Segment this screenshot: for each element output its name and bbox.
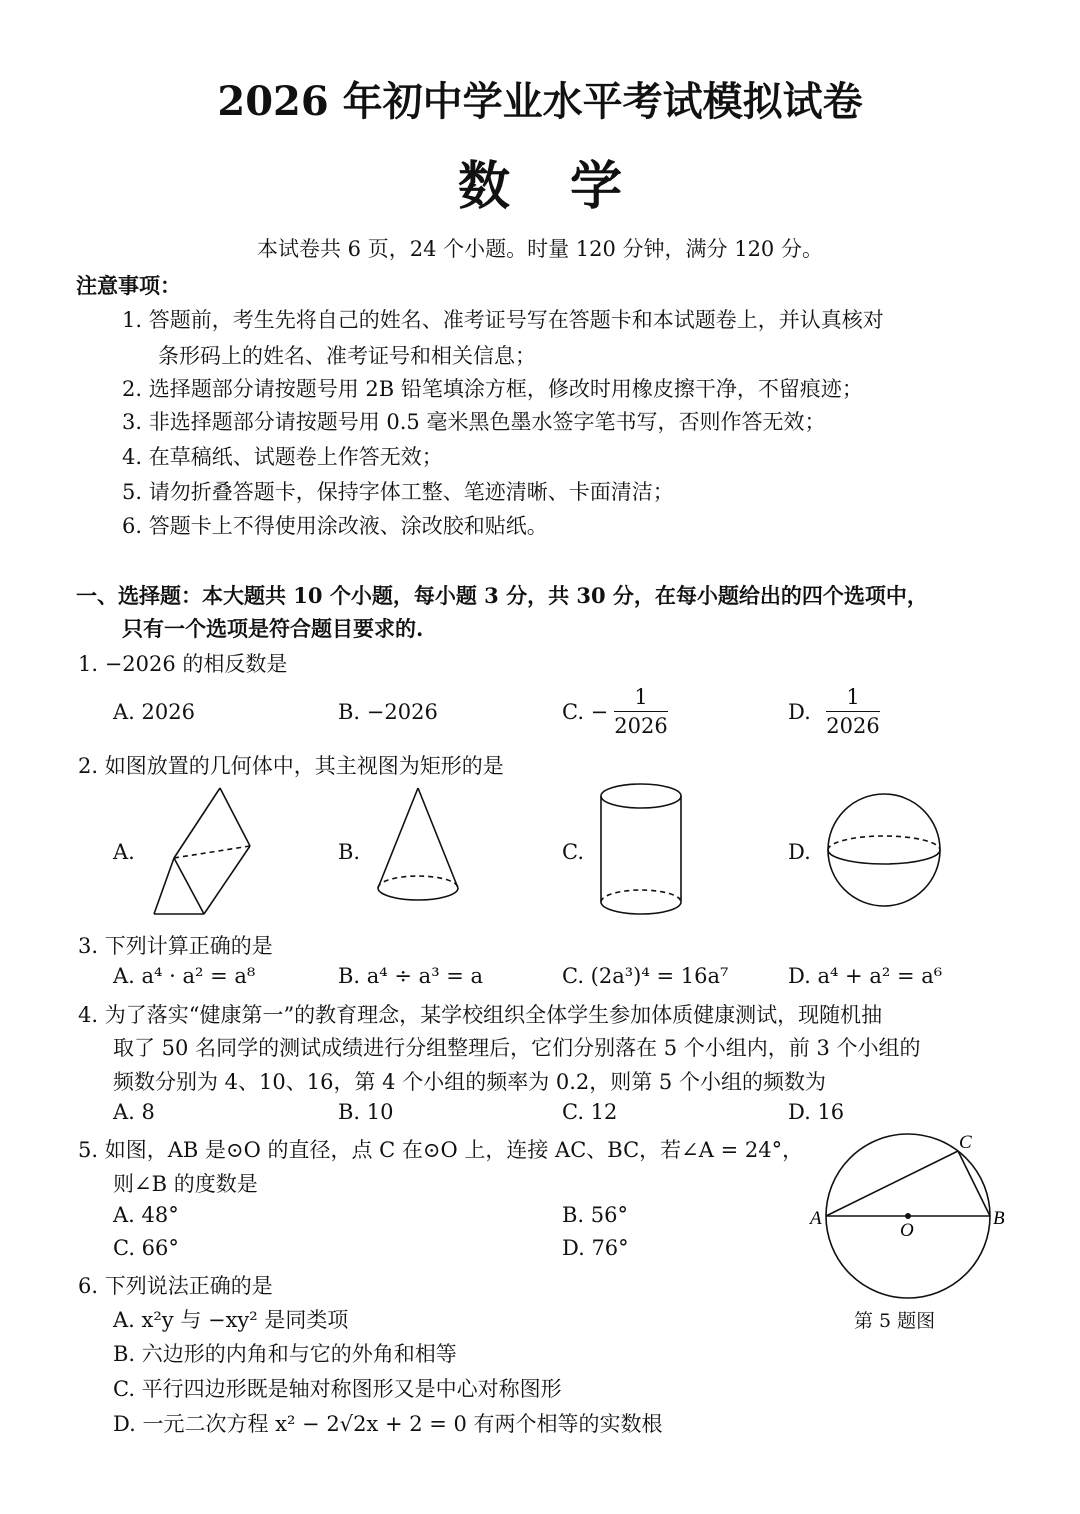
q5-label-b: B: [993, 1208, 1005, 1229]
q5-stem-line2: 则∠B 的度数是: [113, 1172, 258, 1196]
q2-option-c: C.: [562, 840, 584, 864]
q1-option-a: A. 2026: [113, 700, 195, 724]
cylinder-figure: [596, 780, 686, 922]
q4-option-a: A. 8: [113, 1100, 155, 1124]
q2-option-a: A.: [113, 840, 135, 864]
sphere-figure: [822, 792, 946, 908]
q6-option-b: B. 六边形的内角和与它的外角和相等: [113, 1342, 457, 1366]
q1-option-b: B. −2026: [338, 700, 438, 724]
q4-stem-line2: 取了 50 名同学的测试成绩进行分组整理后，它们分别落在 5 个小组内，前 3 个小组的: [113, 1036, 921, 1060]
q1-option-d-fraction: [826, 685, 880, 738]
q6-option-a: A. x²y 与 −xy² 是同类项: [113, 1308, 349, 1332]
q1-c-numerator: 1: [634, 685, 648, 709]
q3-option-b: B. a⁴ ÷ a³ = a: [338, 964, 484, 988]
q4-stem-line1: 4. 为了落实“健康第一”的教育理念，某学校组织全体学生参加体质健康测试，现随机抽: [78, 1003, 883, 1027]
exam-title: 2026 年初中学业水平考试模拟试卷: [217, 78, 863, 125]
notice-item-2: 2. 选择题部分请按题号用 2B 铅笔填涂方框，修改时用橡皮擦干净，不留痕迹；: [122, 377, 863, 401]
notice-heading: 注意事项：: [76, 273, 181, 298]
q4-stem-line3: 频数分别为 4、10、16，第 4 个小组的频率为 0.2，则第 5 个小组的频数为: [113, 1070, 826, 1094]
q2-option-b: B.: [338, 840, 361, 864]
notice-item-1-cont: 条形码上的姓名、准考证号和相关信息；: [158, 344, 536, 368]
q6-stem: 6. 下列说法正确的是: [78, 1274, 273, 1298]
exam-info: 本试卷共 6 页，24 个小题。时量 120 分钟，满分 120 分。: [257, 237, 823, 261]
q3-option-a: A. a⁴ · a² = a⁸: [113, 964, 256, 988]
q1-stem: 1. −2026 的相反数是: [78, 652, 288, 676]
q1-option-c-label: C. −: [562, 700, 609, 724]
q6-option-c: C. 平行四边形既是轴对称图形又是中心对称图形: [113, 1377, 562, 1401]
q4-option-b: B. 10: [338, 1100, 394, 1124]
q1-d-numerator: 1: [846, 685, 860, 709]
q5-option-b: B. 56°: [562, 1203, 629, 1227]
notice-item-6: 6. 答题卡上不得使用涂改液、涂改胶和贴纸。: [122, 514, 548, 538]
q1-d-denominator: 2026: [826, 714, 880, 738]
q3-option-c: C. (2a³)⁴ = 16a⁷: [562, 964, 729, 988]
q3-option-d: D. a⁴ + a² = a⁶: [788, 964, 943, 988]
q2-stem: 2. 如图放置的几何体中，其主视图为矩形的是: [78, 754, 504, 778]
q5-stem-line1: 5. 如图，AB 是⊙O 的直径，点 C 在⊙O 上，连接 AC、BC，若∠A = 24°，: [78, 1138, 804, 1162]
notice-item-4: 4. 在草稿纸、试题卷上作答无效；: [122, 445, 443, 469]
q4-option-d: D. 16: [788, 1100, 845, 1124]
q5-label-c: C: [959, 1132, 972, 1153]
q5-circle-figure: [800, 1124, 1020, 1314]
cone-figure: [372, 786, 464, 916]
q2-option-d: D.: [788, 840, 811, 864]
q5-option-a: A. 48°: [113, 1203, 179, 1227]
notice-item-1: 1. 答题前，考生先将自己的姓名、准考证号写在答题卡和本试题卷上，并认真核对: [122, 308, 884, 332]
q4-option-c: C. 12: [562, 1100, 618, 1124]
notice-item-5: 5. 请勿折叠答题卡，保持字体工整、笔迹清晰、卡面清洁；: [122, 480, 674, 504]
q1-option-d-label: D.: [788, 700, 811, 724]
q6-option-d: D. 一元二次方程 x² − 2√2x + 2 = 0 有两个相等的实数根: [113, 1412, 663, 1436]
q5-label-a: A: [810, 1208, 822, 1229]
q1-option-c-fraction: [614, 685, 668, 738]
q5-figure-caption: 第 5 题图: [854, 1310, 936, 1332]
q5-option-c: C. 66°: [113, 1236, 179, 1260]
q1-c-denominator: 2026: [614, 714, 668, 738]
q5-label-o: O: [900, 1220, 914, 1241]
subject-title: 数学: [457, 156, 682, 217]
q3-stem: 3. 下列计算正确的是: [78, 934, 273, 958]
section-heading-line2: 只有一个选项是符合题目要求的.: [122, 616, 424, 641]
q5-option-d: D. 76°: [562, 1236, 629, 1260]
triangular-prism-figure: [148, 786, 258, 920]
section-heading-line1: 一、选择题：本大题共 10 个小题，每小题 3 分，共 30 分，在每小题给出的四个选项中，: [76, 583, 928, 608]
notice-item-3: 3. 非选择题部分请按题号用 0.5 毫米黑色墨水签字笔书写，否则作答无效；: [122, 410, 826, 434]
